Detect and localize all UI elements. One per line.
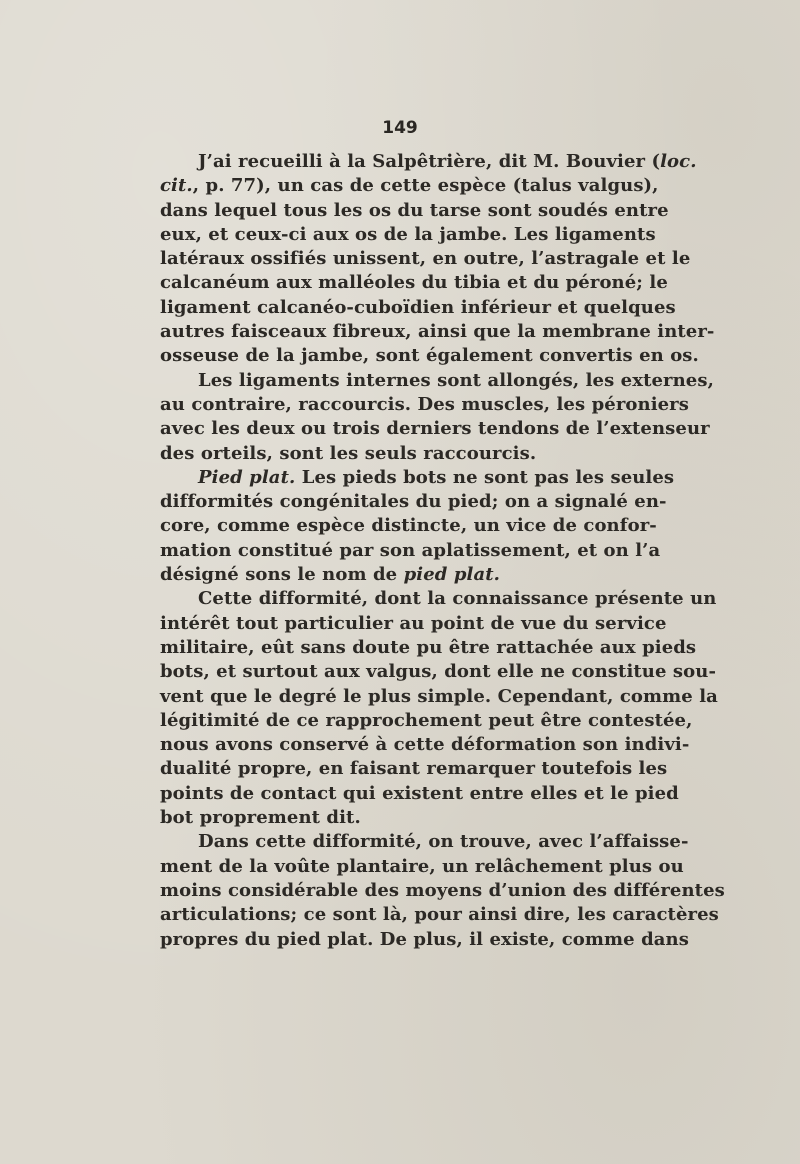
text-segment: calcanéum aux malléoles du tibia et du péroné; le xyxy=(160,272,668,294)
text-segment: core, comme espèce distincte, un vice de confor- xyxy=(160,515,657,537)
text-line xyxy=(160,174,659,198)
text-segment: latéraux ossifiés unissent, en outre, l’astragale et le xyxy=(160,248,691,270)
text-line xyxy=(160,587,717,611)
text-segment: mation constitué par son aplatissement, et on l’a xyxy=(160,539,661,561)
italic-text: Pied plat. xyxy=(198,466,296,488)
text-segment: propres du pied plat. De plus, il existe, comme dans xyxy=(160,928,689,950)
text-segment: articulations; ce sont là, pour ainsi dire, les caractères xyxy=(160,904,719,926)
text-segment: avec les deux ou trois derniers tendons de l’extenseur xyxy=(160,418,710,440)
page-number: 149 xyxy=(382,118,418,138)
text-line xyxy=(160,709,693,733)
text-line xyxy=(160,466,675,490)
text-segment: Les pieds bots ne sont pas les seules xyxy=(295,466,675,488)
text-line xyxy=(160,417,710,441)
text-segment: ligament calcanéo-cuboïdien inférieur et quelques xyxy=(160,296,676,318)
text-line xyxy=(160,271,668,295)
text-line xyxy=(160,855,684,879)
text-line xyxy=(160,247,691,271)
text-line xyxy=(160,539,661,563)
text-segment: au contraire, raccourcis. Des muscles, les péroniers xyxy=(160,393,690,415)
text-line xyxy=(160,903,719,927)
text-line xyxy=(160,393,690,417)
italic-text: loc. xyxy=(660,151,697,172)
text-line xyxy=(160,879,725,903)
text-line xyxy=(160,490,667,514)
text-line xyxy=(160,320,715,344)
text-segment: ment de la voûte plantaire, un relâchement plus ou xyxy=(160,855,684,877)
text-line xyxy=(160,733,690,757)
text-line xyxy=(160,636,697,660)
text-line xyxy=(160,150,697,174)
text-line xyxy=(160,514,657,538)
text-line xyxy=(160,685,718,709)
text-segment: Cette difformité, dont la connaissance présente un xyxy=(198,588,717,610)
text-segment: points de contact qui existent entre elles et le pied xyxy=(160,782,679,804)
text-segment: autres faisceaux fibreux, ainsi que la membrane inter- xyxy=(160,321,715,343)
text-segment: intérêt tout particulier au point de vue du service xyxy=(160,612,667,634)
text-line xyxy=(160,296,676,320)
text-segment: , p. 77), un cas de cette espèce (talus valgus), xyxy=(192,175,659,197)
text-segment: dualité propre, en faisant remarquer toutefois les xyxy=(160,758,668,780)
body-text xyxy=(160,150,725,952)
text-segment: désigné sons le nom de xyxy=(160,564,404,586)
text-segment: moins considérable des moyens d’union des différentes xyxy=(160,879,725,901)
text-segment: militaire, eût sans doute pu être rattachée aux pieds xyxy=(160,636,697,658)
text-line xyxy=(160,757,668,781)
text-segment: nous avons conservé à cette déformation son indivi- xyxy=(160,734,690,756)
text-line xyxy=(160,660,717,684)
text-segment: vent que le degré le plus simple. Cependant, comme la xyxy=(160,685,718,707)
text-segment: eux, et ceux-ci aux os de la jambe. Les ligaments xyxy=(160,223,656,245)
text-line xyxy=(160,782,679,806)
text-line xyxy=(160,563,632,587)
text-segment: légitimité de ce rapprochement peut être contestée, xyxy=(160,709,693,731)
text-segment: difformités congénitales du pied; on a signalé en- xyxy=(160,491,667,513)
text-segment: bot proprement dit. xyxy=(160,807,361,829)
text-line xyxy=(160,369,714,393)
text-line xyxy=(160,612,667,636)
text-segment: dans lequel tous les os du tarse sont soudés entre xyxy=(160,199,669,221)
text-segment: J’ai recueilli à la Salpêtrière, dit M. Bouvier ( xyxy=(198,151,661,172)
text-segment: des orteils, sont les seuls raccourcis. xyxy=(160,442,537,464)
text-line xyxy=(160,928,689,952)
text-line xyxy=(160,830,689,854)
italic-text: cit. xyxy=(160,175,193,197)
text-line xyxy=(160,344,699,368)
text-line xyxy=(160,442,632,466)
text-line xyxy=(160,806,632,830)
italic-text: pied plat. xyxy=(403,564,501,586)
text-segment: bots, et surtout aux valgus, dont elle ne constitue sou- xyxy=(160,661,717,683)
text-segment: Les ligaments internes sont allongés, les externes, xyxy=(198,369,714,391)
text-line xyxy=(160,223,656,247)
text-line xyxy=(160,199,669,223)
text-segment: Dans cette difformité, on trouve, avec l’affaisse- xyxy=(198,831,689,853)
text-segment: osseuse de la jambe, sont également convertis en os. xyxy=(160,345,699,367)
